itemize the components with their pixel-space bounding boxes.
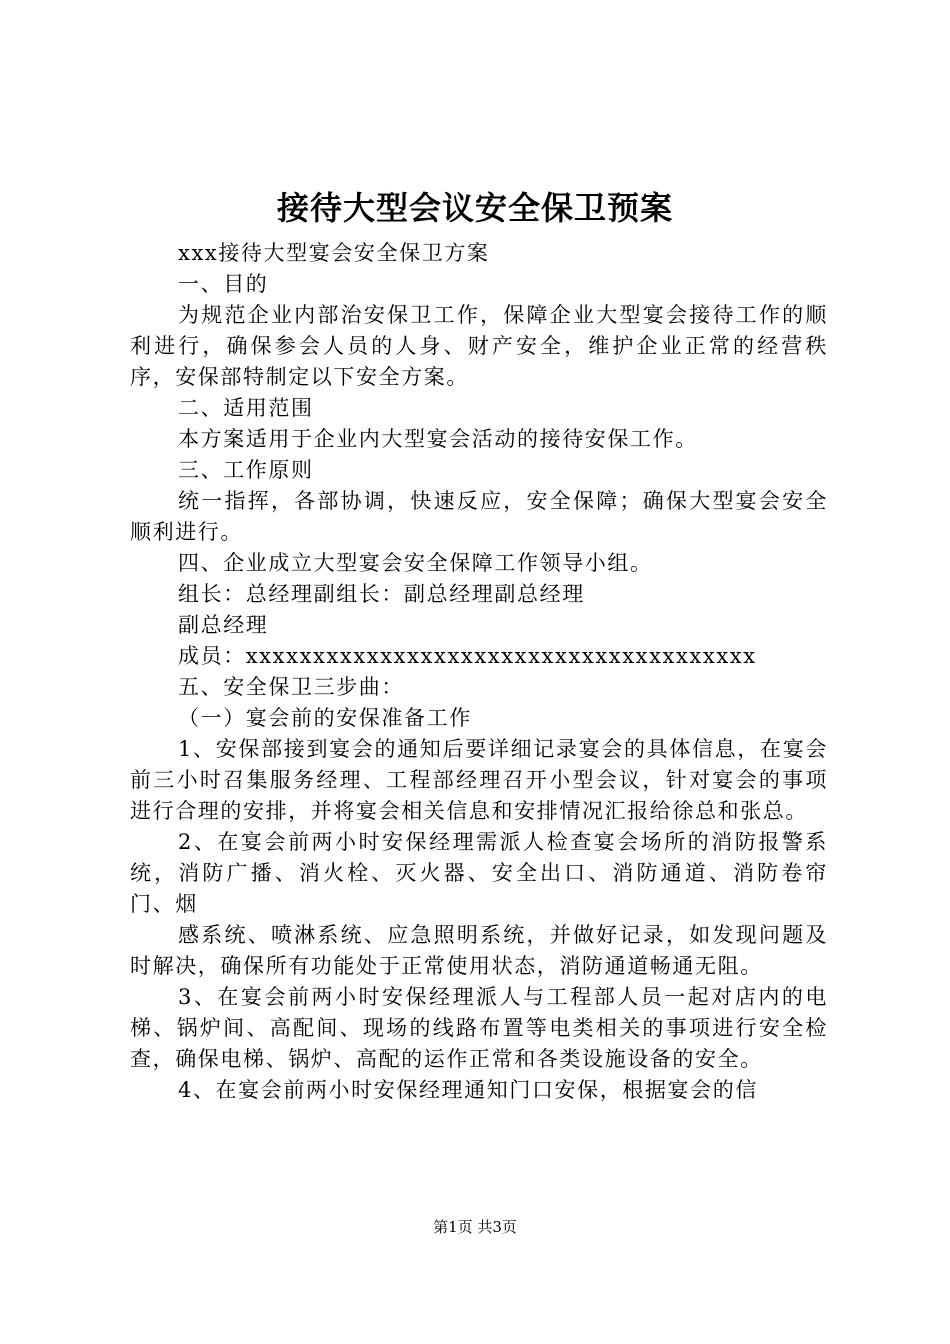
section-heading: 三、工作原则	[178, 458, 314, 482]
section-heading: 五、安全保卫三步曲：	[178, 675, 404, 699]
document-title: 接待大型会议安全保卫预案	[276, 189, 673, 227]
paragraph: 统一指挥，各部协调，快速反应，安全保障；确保大型宴会安全顺利进行。	[130, 489, 828, 544]
subsection-heading: （一）宴会前的安保准备工作	[178, 706, 472, 730]
section-heading: 一、目的	[178, 272, 269, 296]
paragraph: 本方案适用于企业内大型宴会活动的接待安保工作。	[178, 427, 698, 451]
document-body	[130, 238, 828, 1106]
paragraph: 副总经理	[178, 613, 269, 637]
paragraph: 感系统、喷淋系统、应急照明系统，并做好记录，如发现问题及时解决，确保所有功能处于正常使用状态，消防通道畅通无阻。	[130, 923, 828, 978]
paragraph: 4、在宴会前两小时安保经理通知门口安保，根据宴会的信	[178, 1078, 758, 1102]
paragraph: 成员：xxxxxxxxxxxxxxxxxxxxxxxxxxxxxxxxxxxxxx	[178, 644, 757, 668]
paragraph: 组长：总经理副组长：副总经理副总经理	[178, 582, 585, 606]
section-heading: 二、适用范围	[178, 396, 314, 420]
page-number: 第1页 共3页	[433, 1218, 517, 1236]
paragraph: 为规范企业内部治安保卫工作，保障企业大型宴会接待工作的顺利进行，确保参会人员的人身、财产安全，维护企业正常的经营秩序，安保部特制定以下安全方案。	[130, 303, 828, 389]
paragraph: 2、在宴会前两小时安保经理需派人检查宴会场所的消防报警系统，消防广播、消火栓、灭火器、安全出口、消防通道、消防卷帘门、烟	[130, 830, 828, 916]
paragraph: xxx接待大型宴会安全保卫方案	[178, 241, 490, 265]
section-heading: 四、企业成立大型宴会安全保障工作领导小组。	[178, 551, 653, 575]
paragraph: 1、安保部接到宴会的通知后要详细记录宴会的具体信息，在宴会前三小时召集服务经理、工程部经理召开小型会议，针对宴会的事项进行合理的安排，并将宴会相关信息和安排情况汇报给徐总和张总。	[130, 737, 828, 823]
paragraph: 3、在宴会前两小时安保经理派人与工程部人员一起对店内的电梯、锅炉间、高配间、现场的线路布置等电类相关的事项进行安全检查，确保电梯、锅炉、高配的运作正常和各类设施设备的安全。	[130, 985, 828, 1071]
